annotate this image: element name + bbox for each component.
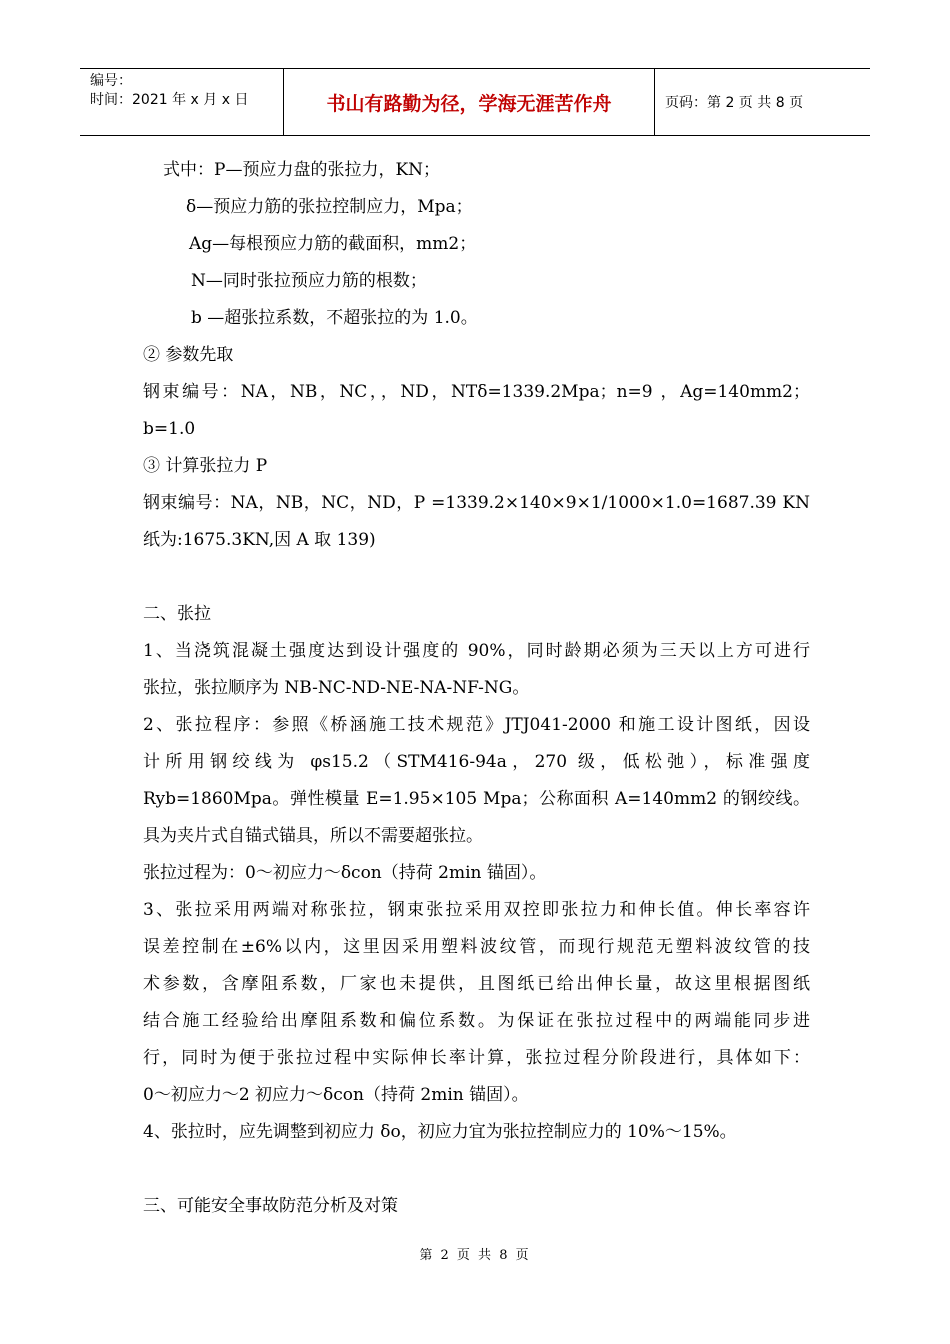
spacer [143, 1151, 810, 1188]
header-motto: 书山有路勤为径，学海无涯苦作舟 [283, 69, 655, 135]
section-heading: 二、张拉 [143, 604, 211, 624]
header-meta [80, 69, 283, 135]
calc-heading: ③ 计算张拉力 P [143, 456, 268, 476]
document-date: 时间：2021 年 x 月 x 日 [90, 92, 249, 108]
paragraph-line: 误差控制在±6%以内，这里因采用塑料波纹管，而现行规范无塑料波纹管的技 [143, 937, 810, 957]
paragraph-line: 2、张拉程序：参照《桥涵施工技术规范》JTJ041-2000 和施工设计图纸，因设 [143, 715, 810, 735]
formula-definition: N—同时张拉预应力筋的根数； [191, 271, 427, 291]
section-heading: 三、可能安全事故防范分析及对策 [143, 1196, 398, 1216]
document-number-label: 编号： [90, 73, 132, 89]
formula-definition: Ag—每根预应力筋的截面积，mm2； [189, 234, 477, 254]
paragraph-line: 4、张拉时，应先调整到初应力 δo，初应力宜为张拉控制应力的 10%～15%。 [143, 1122, 737, 1142]
paragraph-line: 0～初应力～2 初应力～δcon（持荷 2min 锚固）。 [143, 1085, 529, 1105]
param-text: b=1.0 [143, 419, 196, 439]
formula-definition: δ—预应力筋的张拉控制应力，Mpa； [186, 197, 473, 217]
param-text: 钢束编号：NA，NB，NC，，ND，NTδ=1339.2Mpa；n=9 ，Ag=140mm2； [143, 382, 810, 402]
calc-text: 纸为:1675.3KN,因 A 取 139) [143, 530, 376, 550]
paragraph-line: 行，同时为便于张拉过程中实际伸长率计算，张拉过程分阶段进行，具体如下： [143, 1048, 810, 1068]
calc-text: 钢束编号：NA，NB，NC，ND，P =1339.2×140×9×1/1000×1.0=1687.39 KN [143, 493, 810, 513]
page-footer: 第 2 页 共 8 页 [419, 1248, 531, 1263]
param-heading: ② 参数先取 [143, 345, 234, 365]
formula-definition: 式中：P—预应力盘的张拉力，KN； [163, 160, 441, 180]
paragraph-line: 具为夹片式自锚式锚具，所以不需要超张拉。 [143, 826, 483, 846]
header-page-info: 页码：第 2 页 共 8 页 [665, 95, 804, 111]
formula-definition: b —超张拉系数，不超张拉的为 1.0。 [191, 308, 478, 328]
paragraph-line: 张拉过程为：0～初应力～δcon（持荷 2min 锚固）。 [143, 863, 547, 883]
spacer [143, 559, 810, 596]
paragraph-line: 结合施工经验给出摩阻系数和偏位系数。为保证在张拉过程中的两端能同步进 [143, 1011, 810, 1031]
paragraph-line: 1、当浇筑混凝土强度达到设计强度的 90%，同时龄期必须为三天以上方可进行 [143, 641, 810, 661]
paragraph-line: 3、张拉采用两端对称张拉，钢束张拉采用双控即张拉力和伸长值。伸长率容许 [143, 900, 810, 920]
paragraph-line: 张拉，张拉顺序为 NB-NC-ND-NE-NA-NF-NG。 [143, 678, 530, 698]
paragraph-line: 术参数，含摩阻系数，厂家也未提供，且图纸已给出伸长量，故这里根据图纸 [143, 974, 810, 994]
document-body [143, 152, 810, 1225]
paragraph-line: 计所用钢绞线为 φs15.2（STM416-94a，270 级，低松弛），标准强度 [143, 752, 810, 772]
page-header [80, 68, 870, 136]
paragraph-line: Ryb=1860Mpa。弹性模量 E=1.95×105 Mpa；公称面积 A=140mm2 的钢绞线。 [143, 789, 810, 809]
